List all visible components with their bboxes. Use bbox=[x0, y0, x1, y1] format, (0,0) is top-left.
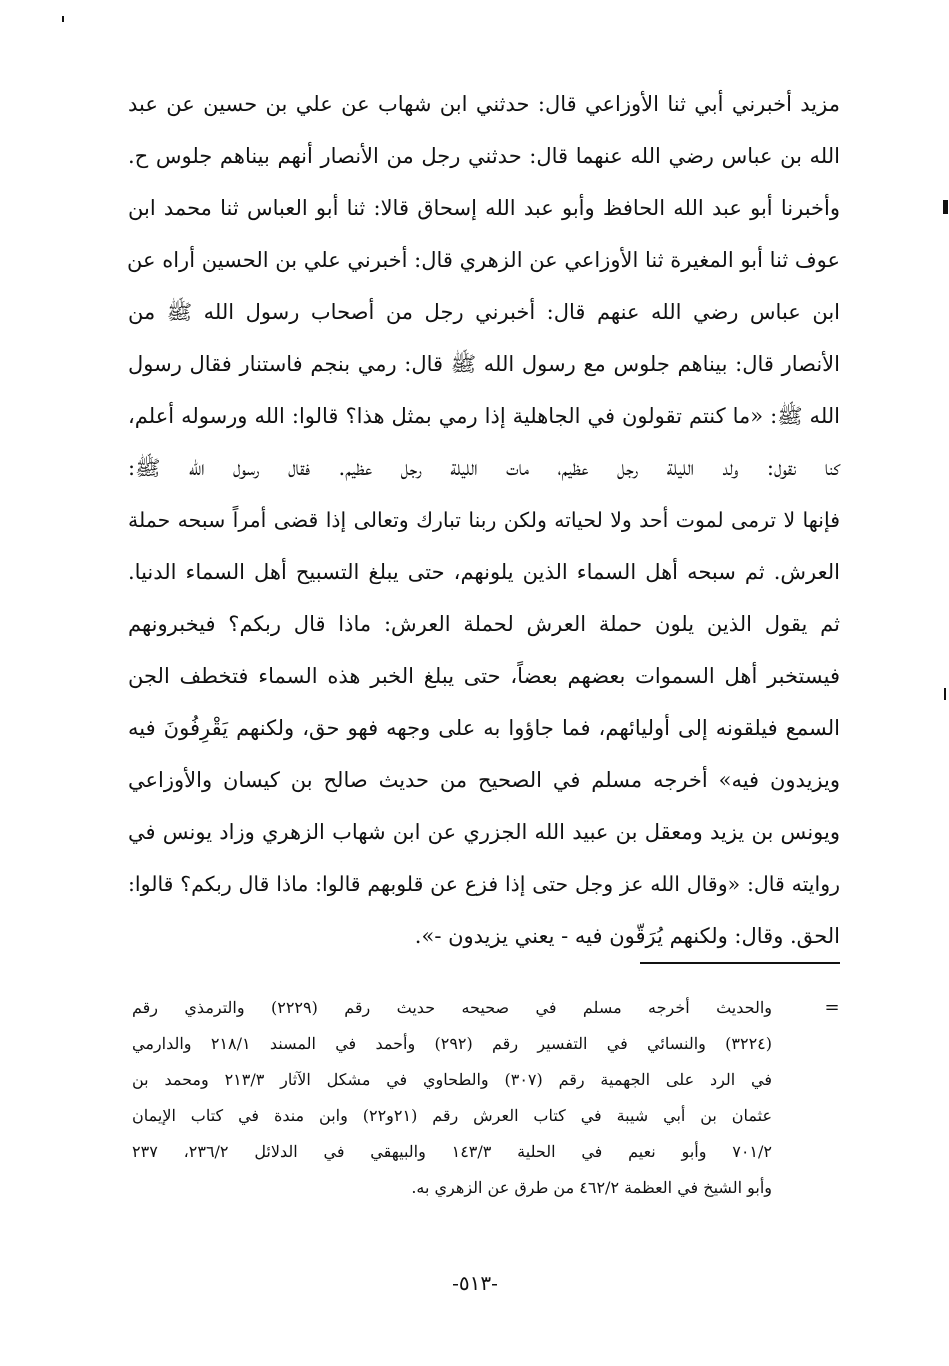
text-line: فيستخبر أهل السموات بعضهم بعضاً، حتى يبلغ الخبر هذه السماء فتخطف الجن bbox=[128, 664, 840, 688]
text-line: ثم يقول الذين يلون حملة العرش لحملة العرش: ماذا قال ربكم؟ فيخبرونهم bbox=[128, 612, 840, 636]
text-line: السمع فيلقونه إلى أوليائهم، فما جاؤوا به على وجهه فهو حق، ولكنهم يَقْرِفُونَ فيه bbox=[128, 716, 840, 740]
footnote-separator bbox=[640, 962, 840, 964]
footnote-line: في الرد على الجهمية رقم (٣٠٧) والطحاوي في مشكل الآثار ٢١٣/٣ ومحمد بن bbox=[132, 1070, 773, 1089]
text-line: ابن عباس رضي الله عنهم قال: أخبرني رجل من أصحاب رسول الله ﷺ من bbox=[128, 300, 840, 324]
scan-speck bbox=[944, 688, 946, 700]
footnote-line: ٧٠١/٢ وأبو نعيم في الحلية ١٤٣/٣ والبيهقي في الدلائل ٢٣٦/٢، ٢٣٧ bbox=[132, 1142, 772, 1161]
text-line: مزيد أخبرني أبي ثنا الأوزاعي قال: حدثني ابن شهاب عن علي بن حسين عن عبد bbox=[128, 92, 840, 116]
text-line: العرش. ثم سبحه أهل السماء الذين يلونهم، حتى يبلغ التسبيح أهل السماء الدنيا. bbox=[128, 560, 840, 584]
text-line: الله ﷺ: «ما كنتم تقولون في الجاهلية إذا رمي بمثل هذا؟ قالوا: الله ورسوله أعلم، bbox=[128, 404, 840, 428]
text-line: ويزيدون فيه» أخرجه مسلم في الصحيح من حديث صالح بن كيسان والأوزاعي bbox=[128, 768, 840, 792]
text-line: فإنها لا ترمى لموت أحد ولا لحياته ولكن ربنا تبارك وتعالى إذا قضى أمراً سبحه حملة bbox=[128, 508, 840, 532]
text-line: الأنصار قال: بيناهم جلوس مع رسول الله ﷺ قال: رمي بنجم فاستنار فقال رسول bbox=[128, 352, 840, 376]
main-text-block bbox=[128, 78, 840, 962]
footnote-line: والحديث أخرجه مسلم في صحيحه حديث رقم (٢٢٢٩) والترمذي رقم bbox=[132, 998, 772, 1017]
footnote-block bbox=[132, 990, 772, 1206]
footnote-line: عثمان بن أبي شيبة في كتاب العرش رقم (٢١و٢٢) وابن مندة في كتاب الإيمان bbox=[132, 1106, 773, 1125]
text-line: ويونس بن يزيد ومعقل بن عبيد الله الجزري عن ابن شهاب الزهري وزاد يونس في bbox=[128, 820, 840, 844]
text-line: وأخبرنا أبو عبد الله الحافظ وأبو عبد الله إسحاق قالا: ثنا أبو العباس ثنا محمد ابن bbox=[128, 196, 840, 220]
scan-speck bbox=[943, 200, 948, 214]
text-line: روايته قال: «وقال الله عز وجل حتى إذا فزع عن قلوبهم قالوا: ماذا قال ربكم؟ قالوا: bbox=[128, 872, 840, 896]
text-line: عوف ثنا أبو المغيرة ثنا الأوزاعي عن الزهري قال: أخبرني علي بن الحسين أراه عن bbox=[127, 248, 840, 272]
text-line: الحق. وقال: ولكنهم يُرَقّون فيه - يعني يزيدون -». bbox=[414, 924, 840, 948]
scan-speck bbox=[62, 16, 64, 22]
footnote-line: وأبو الشيخ في العظمة ٤٦٢/٢ من طرق عن الزهري به. bbox=[411, 1178, 772, 1197]
page-number: -٥١٣- bbox=[452, 1271, 498, 1295]
footnote-line: (٣٢٢٤) والنسائي في التفسير رقم (٢٩٢) وأحمد في المسند ٢١٨/١ والدارمي bbox=[132, 1034, 773, 1053]
footnote-continuation-marker: = bbox=[824, 997, 840, 1018]
text-line: الله بن عباس رضي الله عنهما قال: حدثني رجل من الأنصار أنهم بيناهم جلوس ح. bbox=[128, 144, 840, 168]
text-line: كنا نقول: ولد الليلة رجل عظيم، مات الليلة رجل عظيم. فقال رسول الله ﷺ: bbox=[128, 456, 840, 480]
